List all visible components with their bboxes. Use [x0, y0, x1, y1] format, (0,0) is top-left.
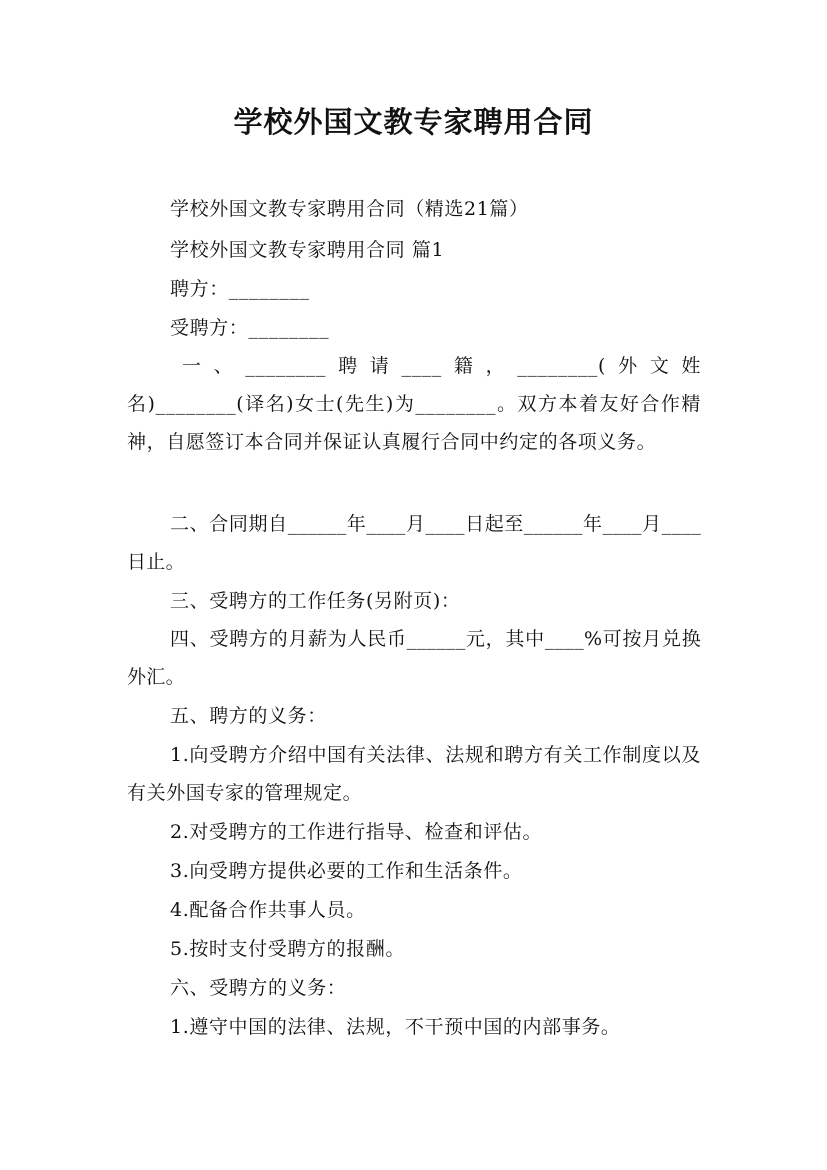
clause-5-item-4: 4.配备合作共事人员。	[170, 899, 366, 921]
employer-line: 聘方：________	[170, 278, 310, 300]
clause-5-item-3: 3.向受聘方提供必要的工作和生活条件。	[170, 860, 523, 882]
clause-2: 二、合同期自______年____月____日起至______年____月____日止。	[127, 513, 701, 573]
section-heading: 学校外国文教专家聘用合同 篇1	[170, 239, 445, 261]
clause-5-item-5: 5.按时支付受聘方的报酬。	[170, 938, 405, 960]
document-title: 学校外国文教专家聘用合同	[233, 105, 594, 139]
clause-5-item-2: 2.对受聘方的工作进行指导、检查和评估。	[170, 821, 543, 843]
clause-6-heading: 六、受聘方的义务：	[170, 977, 347, 999]
clause-3: 三、受聘方的工作任务(另附页)：	[170, 590, 461, 612]
clause-1: 一、________聘请____籍，________(外文姓名)________(译名)女士(先生)为________。双方本着友好合作精神，自愿签订本合同并保证认真履行合同中约定的各项义务。	[127, 355, 701, 453]
clause-5-heading: 五、聘方的义务：	[170, 705, 327, 727]
clause-6-item-1: 1.遵守中国的法律、法规，不干预中国的内部事务。	[170, 1016, 621, 1038]
clause-4: 四、受聘方的月薪为人民币______元，其中____%可按月兑换外汇。	[127, 628, 701, 688]
employee-line: 受聘方：________	[170, 317, 330, 339]
clause-5-item-1: 1.向受聘方介绍中国有关法律、法规和聘方有关工作制度以及有关外国专家的管理规定。	[127, 744, 701, 804]
subtitle-paragraph: 学校外国文教专家聘用合同（精选21篇）	[170, 198, 529, 220]
